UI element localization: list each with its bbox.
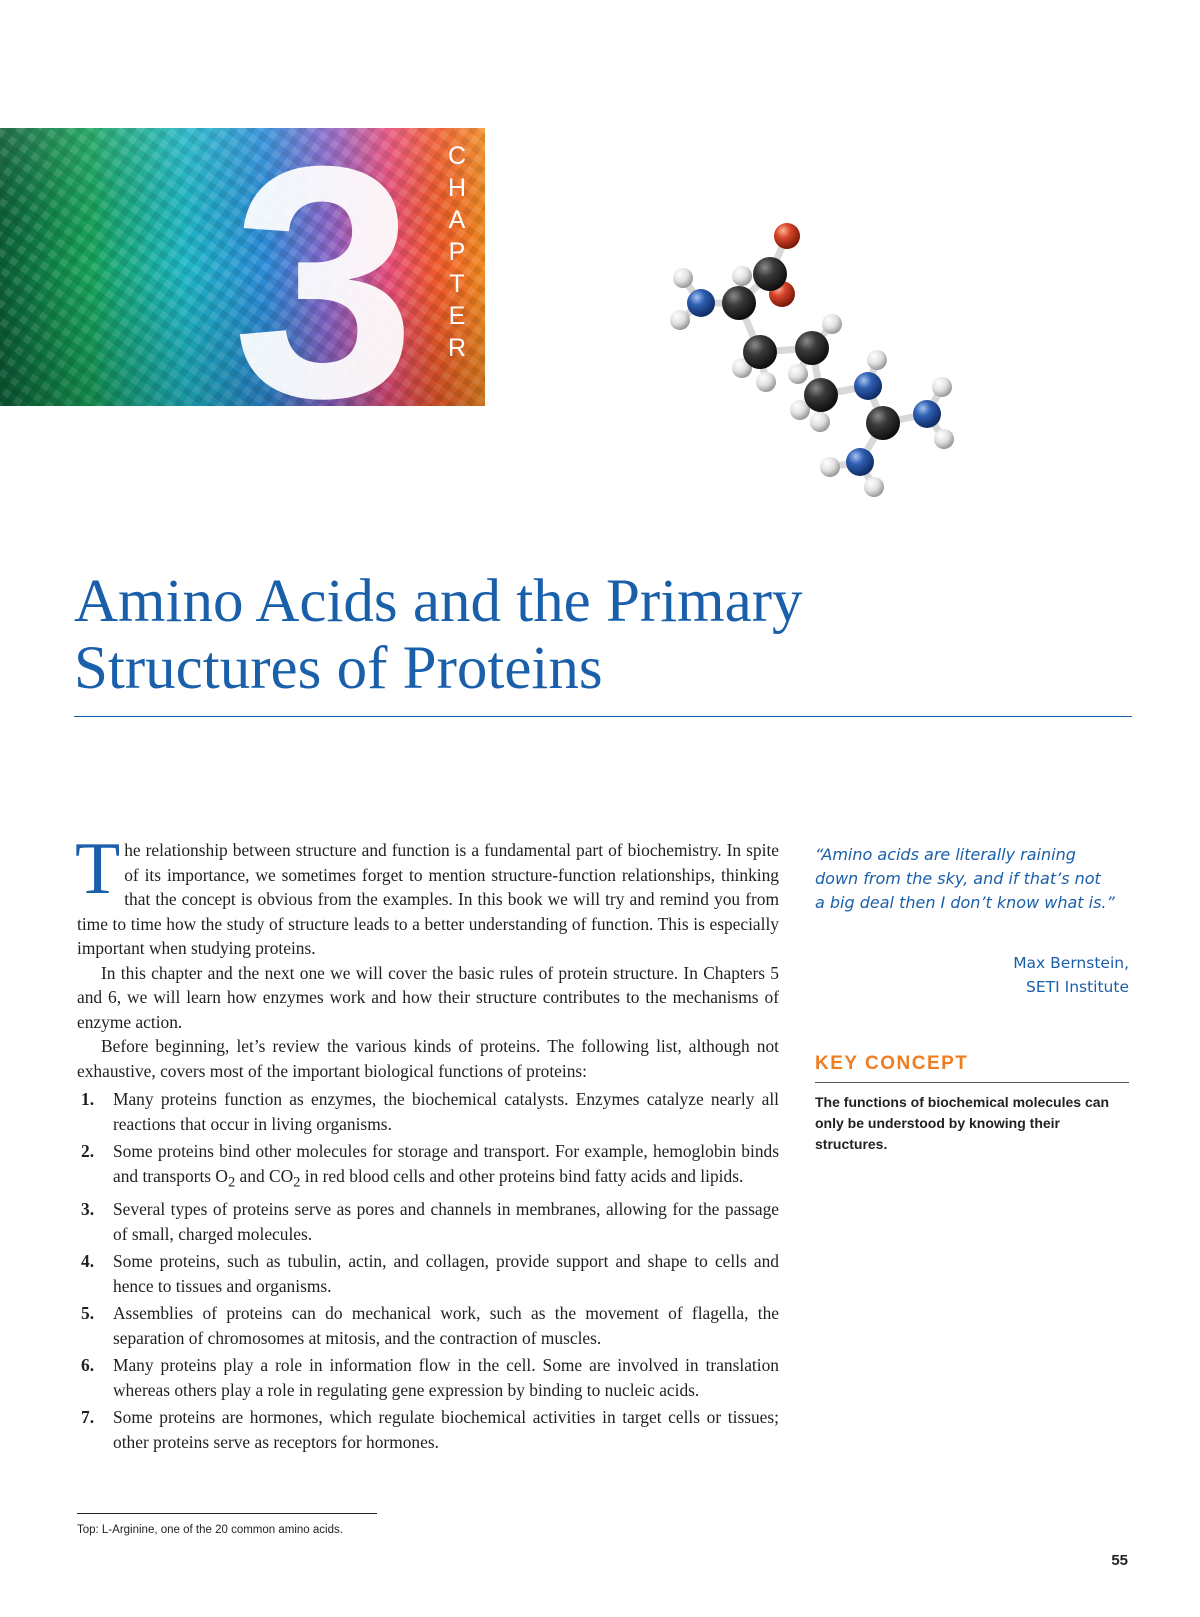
- list-item: [77, 1249, 779, 1298]
- intro-paragraph-1-text: he relationship between structure and function is a fundamental part of biochemistry. In spite of its importance, we sometimes forget to mention structure-function relationships, thinking that the concept is obvious from the examples. In this book we will try and remind you from time to time how the study of structure leads to a better understanding of function. This is especially important when studying proteins.: [77, 840, 779, 958]
- nitrogen-atom: [846, 448, 874, 476]
- hydrogen-atom: [732, 266, 752, 286]
- title-rule: [74, 716, 1132, 717]
- list-item-number: 3.: [81, 1199, 95, 1220]
- list-item: [77, 1087, 779, 1136]
- protein-functions-list: [77, 1087, 779, 1454]
- carbon-atom: [866, 406, 900, 440]
- nitrogen-atom: [913, 400, 941, 428]
- atoms: [670, 223, 954, 497]
- hydrogen-atom: [673, 268, 693, 288]
- intro-paragraph-2: In this chapter and the next one we will cover the basic rules of protein structure. In Chapters 5 and 6, we will learn how enzymes work and how their structure contributes to the mechanisms of enzyme action.: [77, 962, 779, 1032]
- carbon-atom: [804, 378, 838, 412]
- list-item-text-part: and CO: [235, 1165, 294, 1186]
- chapter-title-line-2: Structures of Proteins: [74, 635, 603, 702]
- chapter-number: 3: [232, 128, 416, 406]
- intro-paragraph-3: Before beginning, let’s review the various kinds of proteins. The following list, although not exhaustive, covers most of the important biological functions of proteins:: [77, 1036, 779, 1081]
- hydrogen-atom: [670, 310, 690, 330]
- list-item-number: 1.: [81, 1089, 95, 1109]
- hydrogen-atom: [822, 314, 842, 334]
- hydrogen-atom: [867, 350, 887, 370]
- hydrogen-atom: [932, 377, 952, 397]
- drop-cap: T: [75, 828, 121, 910]
- hydrogen-atom: [810, 412, 830, 432]
- intro-paragraph-1: [75, 828, 779, 961]
- list-item-number: 4.: [81, 1251, 95, 1272]
- hydrogen-atom: [756, 372, 776, 392]
- list-item-text: Many proteins function as enzymes, the biochemical catalysts. Enzymes catalyze nearly all reactions that occur in living organisms.: [113, 1089, 779, 1134]
- carbon-atom: [795, 331, 829, 365]
- list-item-number: 2.: [81, 1141, 95, 1161]
- chapter-banner-graphic: [0, 128, 485, 406]
- footnote: Top: L-Arginine, one of the 20 common amino acids.: [77, 1524, 343, 1536]
- list-item-text-part: in red blood cells and other proteins bind fatty acids and lipids.: [300, 1165, 744, 1186]
- list-item-text-part: Some proteins bind other molecules for storage and transport. For example, hemoglobin binds and transports O: [113, 1141, 779, 1186]
- chapter-title: [74, 568, 1094, 702]
- list-item-number: 6.: [81, 1355, 95, 1376]
- carbon-atom: [753, 257, 787, 291]
- list-item: [77, 1353, 779, 1402]
- nitrogen-atom: [687, 289, 715, 317]
- chapter-label: CHAPTER: [447, 142, 467, 362]
- hydrogen-atom: [788, 364, 808, 384]
- arginine-molecule-illustration: [670, 222, 1000, 522]
- list-item-number: 5.: [81, 1303, 95, 1324]
- carbon-atom: [743, 335, 777, 369]
- list-item: [77, 1139, 779, 1194]
- quote-attribution: [815, 951, 1129, 999]
- carbon-atom: [722, 286, 756, 320]
- margin-quote: “Amino acids are literally raining down from the sky, and if that’s not a big deal then I don’t know what is.”: [815, 845, 1115, 912]
- list-item: [77, 1197, 779, 1246]
- quote-author: Max Bernstein,: [1013, 954, 1129, 972]
- subscript: 2: [293, 1173, 301, 1190]
- chapter-banner: [0, 128, 485, 406]
- subscript: 2: [227, 1173, 236, 1190]
- list-item-text: Many proteins play a role in information flow in the cell. Some are involved in translation whereas others play a role in regulating gene expression by binding to nucleic acids.: [113, 1355, 779, 1400]
- nitrogen-atom: [854, 372, 882, 400]
- key-concept-heading: KEY CONCEPT: [815, 1053, 969, 1074]
- hydrogen-atom: [820, 457, 840, 477]
- list-item-text: Assemblies of proteins can do mechanical work, such as the movement of flagella, the separation of chromosomes at mitosis, and the contraction of muscles.: [113, 1303, 779, 1348]
- list-item-text: [113, 1141, 779, 1190]
- hydrogen-atom: [864, 477, 884, 497]
- oxygen-atom: [774, 223, 800, 249]
- list-item-text: Some proteins are hormones, which regulate biochemical activities in target cells or tissues; other proteins serve as receptors for hormones.: [113, 1407, 779, 1452]
- key-concept-text: The functions of biochemical molecules can only be understood by knowing their structures.: [815, 1094, 1110, 1152]
- list-item-number: 7.: [81, 1407, 95, 1428]
- key-concept-rule: [815, 1082, 1129, 1083]
- hydrogen-atom: [934, 429, 954, 449]
- chapter-title-line-1: Amino Acids and the Primary: [74, 568, 803, 635]
- page-number: 55: [1111, 1552, 1128, 1569]
- list-item-text: Some proteins, such as tubulin, actin, and collagen, provide support and shape to cells and hence to tissues and organisms.: [113, 1251, 779, 1296]
- quote-affiliation: SETI Institute: [1026, 978, 1129, 996]
- list-item-text: Several types of proteins serve as pores and channels in membranes, allowing for the passage of small, charged molecules.: [113, 1199, 779, 1244]
- footnote-rule: [77, 1513, 377, 1514]
- list-item: [77, 1405, 779, 1454]
- list-item: [77, 1301, 779, 1350]
- main-body-text: [75, 828, 779, 1457]
